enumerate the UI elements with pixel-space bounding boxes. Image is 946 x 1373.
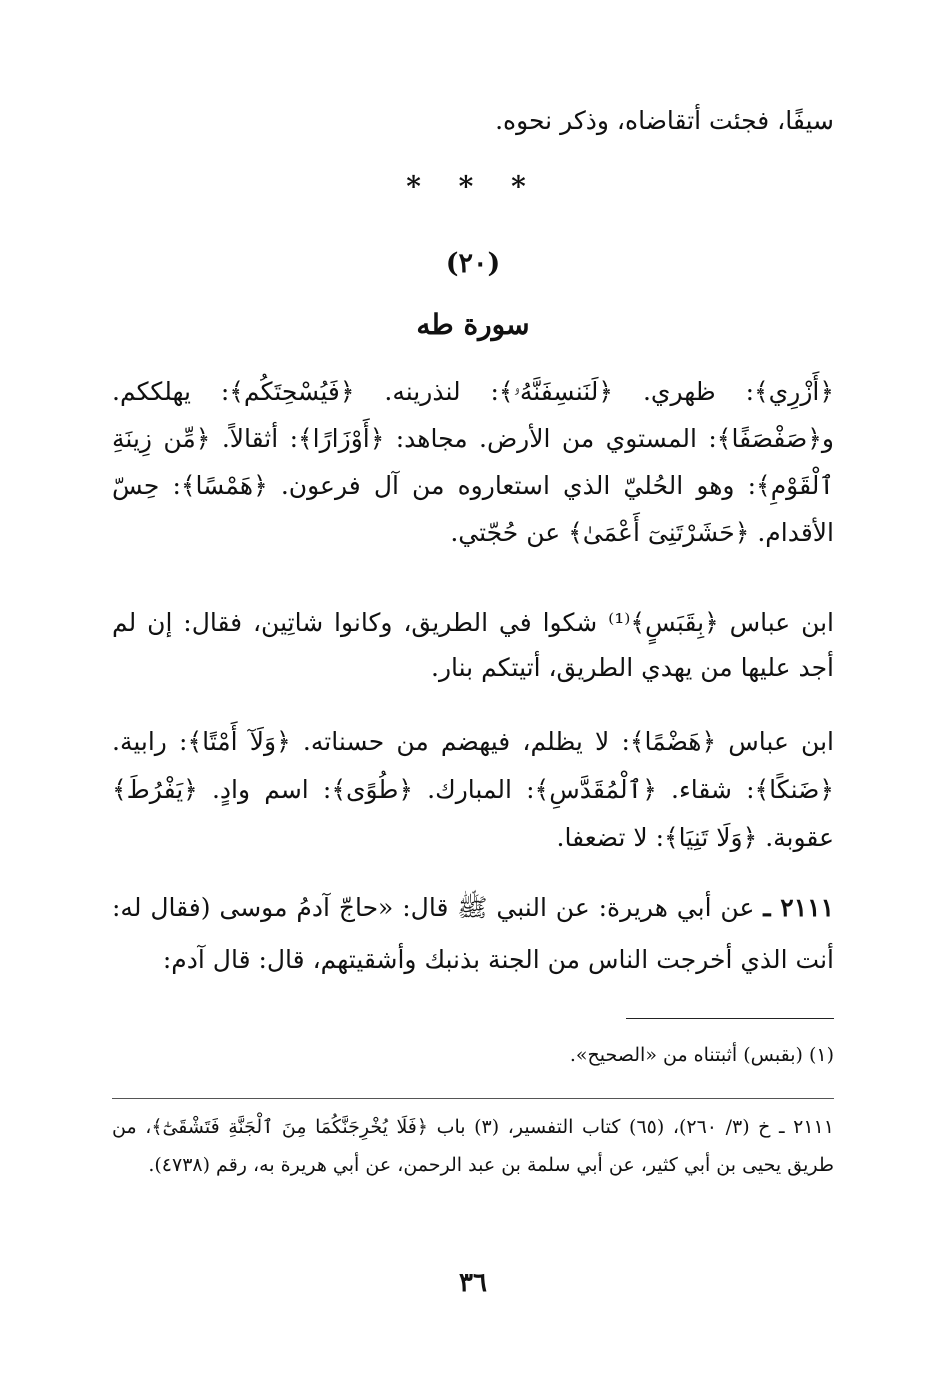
paragraph-ibn-abbas-hadm: ابن عباس ﴿هَضْمًا﴾: لا يظلم، فيهضم من حسناته. ﴿وَلَآ أَمْتًا﴾: رابية. ﴿ضَنكًا﴾: شقاء. ﴿ٱلْمُقَدَّسِ﴾: المبارك. ﴿طُوًى﴾: اسم وادٍ. ﴿يَفْرُطَ﴾ عقوبة. ﴿وَلَا تَنِيَا﴾: لا تضعفا. (112, 727, 834, 852)
top-line: سيفًا، فجئت أتقاضاه، وذكر نحوه. (495, 106, 834, 135)
paragraph-ibn-abbas-qabas: ابن عباس ﴿بِقَبَسٍ﴾⁽¹⁾ شكوا في الطريق، وكانوا شاتِين، فقال: إن لم أجد عليها من يهدي الطريق، أتيتكم بنار. (112, 608, 835, 682)
chapter-number: (٢٠) (445, 248, 501, 279)
footnote-section-divider (112, 1098, 834, 1099)
section-separator: * * * (406, 170, 540, 203)
paragraph-vocabulary: ﴿أَزْرِي﴾: ظهري. ﴿لَنَنسِفَنَّهُۥ﴾: لنذرينه. ﴿فَيُسْحِتَكُم﴾: يهلككم. و﴿صَفْصَفًا﴾: المستوي من الأرض. مجاهد: ﴿أَوْزَارًا﴾: أثقالاً. ﴿مِّن زِينَةِ ٱلْقَوْمِ﴾: وهو الحُليّ الذي استعاروه من آل فرعون. ﴿هَمْسًا﴾: حِسّ الأقدام. ﴿حَشَرْتَنِىٓ أَعْمَىٰ﴾ عن حُجّتي. (112, 377, 834, 547)
page-number: ٣٦ (459, 1268, 487, 1298)
hadith-number: ٢١١١ ـ (763, 893, 834, 922)
hadith-paragraph (112, 882, 834, 986)
chapter-title: سورة طه (416, 308, 530, 341)
hadith-text: عن أبي هريرة: عن النبي ﷺ قال: «حاجّ آدمُ موسى (فقال له: أنت الذي أخرجت الناس من الجنة بذنبك وأشقيتهم، قال: قال آدم: (112, 893, 834, 974)
footnote-1: (١) (بقبس) أثبتناه من «الصحيح». (569, 1044, 834, 1066)
footnote-divider (626, 1018, 834, 1019)
footnote-hadith-source: ٢١١١ ـ خ (٣/ ٢٦٠)، (٦٥) كتاب التفسير، (٣) باب ﴿فَلَا يُخْرِجَنَّكُمَا مِنَ ٱلْجَنَّةِ فَتَشْقَىٰٓ﴾، من طريق يحيى بن أبي كثير، عن أبي سلمة بن عبد الرحمن، عن أبي هريرة به، رقم (٤٧٣٨). (112, 1116, 834, 1176)
